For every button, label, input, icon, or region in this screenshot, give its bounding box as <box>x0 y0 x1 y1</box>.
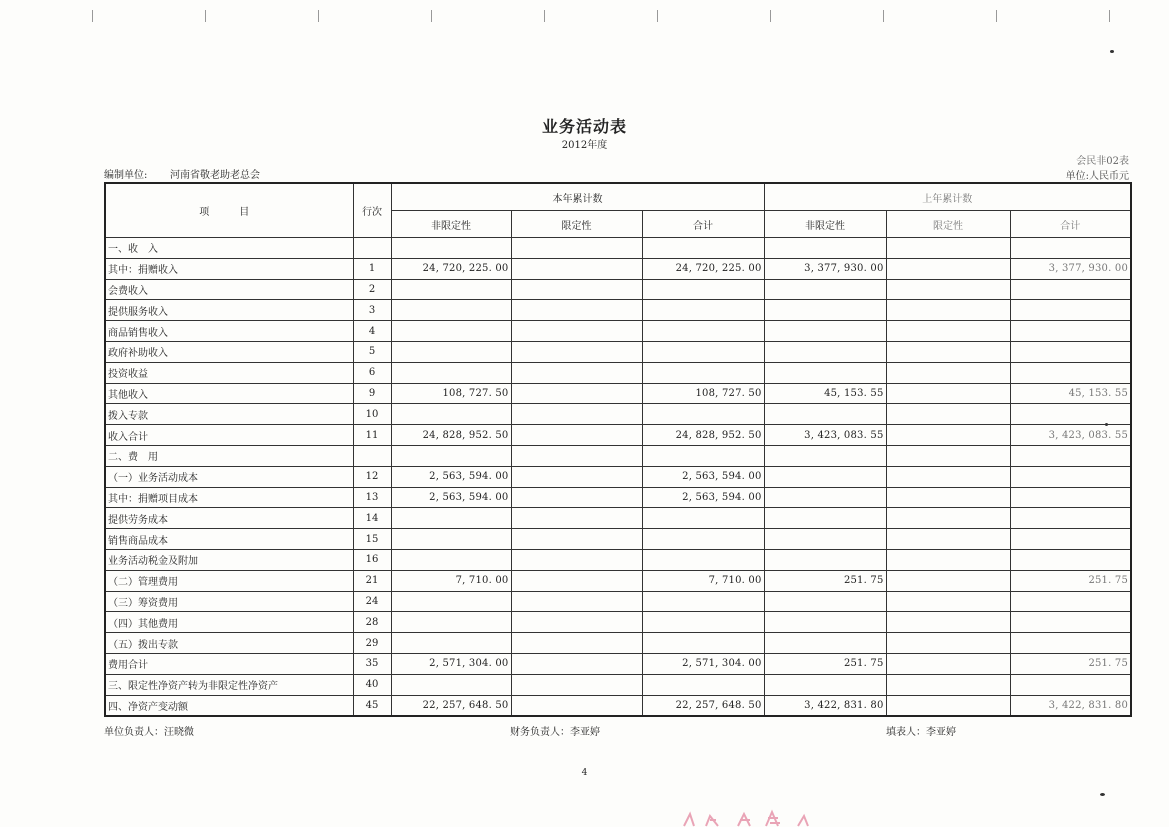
cell-current-total <box>642 341 764 362</box>
cell-current-restricted <box>511 341 642 362</box>
currency-unit: 单位:人民币元 <box>1065 171 1129 182</box>
cell-current-total: 22, 257, 648. 50 <box>642 695 764 716</box>
cell-current-restricted <box>511 404 642 425</box>
cell-current-restricted <box>511 508 642 529</box>
header-item: 项 目 <box>105 183 353 238</box>
cell-prior-unrestricted <box>764 549 886 570</box>
cell-current-restricted <box>511 383 642 404</box>
cell-prior-total <box>1010 508 1131 529</box>
cell-prior-total <box>1010 300 1131 321</box>
cell-prior-restricted <box>886 238 1010 259</box>
cell-current-restricted <box>511 549 642 570</box>
row-label: 其中：捐赠收入 <box>105 258 353 279</box>
header-current-unrestricted: 非限定性 <box>391 211 511 238</box>
header-prior-unrestricted: 非限定性 <box>764 211 886 238</box>
row-line-number: 12 <box>353 466 391 487</box>
seal-fragment-icon <box>680 808 810 827</box>
row-label: 费用合计 <box>105 653 353 674</box>
cell-current-unrestricted: 24, 828, 952. 50 <box>391 425 511 446</box>
row-line-number: 1 <box>353 258 391 279</box>
cell-current-total: 24, 720, 225. 00 <box>642 258 764 279</box>
cell-prior-total: 3, 423, 083. 55 <box>1010 425 1131 446</box>
row-line-number: 2 <box>353 279 391 300</box>
row-line-number: 13 <box>353 487 391 508</box>
cell-current-restricted <box>511 591 642 612</box>
row-line-number: 16 <box>353 549 391 570</box>
cell-current-total: 108, 727. 50 <box>642 383 764 404</box>
cell-current-unrestricted: 7, 710. 00 <box>391 570 511 591</box>
cell-prior-restricted <box>886 383 1010 404</box>
cell-current-unrestricted <box>391 238 511 259</box>
cell-prior-total <box>1010 612 1131 633</box>
cell-current-total <box>642 633 764 654</box>
cell-current-restricted <box>511 362 642 383</box>
cell-current-unrestricted <box>391 508 511 529</box>
row-label: 三、限定性净资产转为非限定性净资产 <box>105 674 353 695</box>
row-line-number: 10 <box>353 404 391 425</box>
cell-prior-unrestricted <box>764 487 886 508</box>
table-row <box>105 674 1131 695</box>
cell-prior-total <box>1010 279 1131 300</box>
cell-prior-total <box>1010 362 1131 383</box>
table-row <box>105 279 1131 300</box>
row-line-number: 29 <box>353 633 391 654</box>
scan-speck <box>1100 793 1105 796</box>
cell-current-total: 2, 571, 304. 00 <box>642 653 764 674</box>
cell-current-unrestricted: 2, 563, 594. 00 <box>391 466 511 487</box>
cell-current-restricted <box>511 300 642 321</box>
table-row <box>105 633 1131 654</box>
cell-prior-unrestricted: 3, 377, 930. 00 <box>764 258 886 279</box>
cell-prior-total <box>1010 529 1131 550</box>
row-line-number: 21 <box>353 570 391 591</box>
row-line-number: 14 <box>353 508 391 529</box>
cell-prior-total: 251. 75 <box>1010 653 1131 674</box>
row-line-number <box>353 445 391 466</box>
cell-current-unrestricted: 2, 571, 304. 00 <box>391 653 511 674</box>
row-line-number: 6 <box>353 362 391 383</box>
cell-prior-total <box>1010 674 1131 695</box>
table-body <box>105 238 1131 717</box>
table-row <box>105 529 1131 550</box>
org-label: 编制单位: <box>104 170 148 181</box>
cell-current-unrestricted: 24, 720, 225. 00 <box>391 258 511 279</box>
cell-prior-total: 3, 377, 930. 00 <box>1010 258 1131 279</box>
cell-current-unrestricted <box>391 404 511 425</box>
row-line-number: 9 <box>353 383 391 404</box>
footer-finance-head: 财务负责人：李亚婷 <box>510 727 600 738</box>
header-current-total: 合计 <box>642 211 764 238</box>
cell-prior-unrestricted <box>764 279 886 300</box>
cell-current-unrestricted: 108, 727. 50 <box>391 383 511 404</box>
table-row <box>105 238 1131 259</box>
cell-prior-total <box>1010 321 1131 342</box>
cell-current-unrestricted: 2, 563, 594. 00 <box>391 487 511 508</box>
cell-prior-restricted <box>886 300 1010 321</box>
report-year: 2012年度 <box>561 140 608 151</box>
row-label: （一）业务活动成本 <box>105 466 353 487</box>
footer-unit-head: 单位负责人：汪晓微 <box>104 727 194 738</box>
cell-prior-restricted <box>886 404 1010 425</box>
cell-current-restricted <box>511 279 642 300</box>
cell-prior-total <box>1010 466 1131 487</box>
cell-current-total <box>642 591 764 612</box>
header-current-year: 本年累计数 <box>391 183 764 211</box>
cell-prior-restricted <box>886 362 1010 383</box>
table-row <box>105 487 1131 508</box>
cell-prior-restricted <box>886 653 1010 674</box>
row-line-number: 15 <box>353 529 391 550</box>
cell-prior-total <box>1010 404 1131 425</box>
cell-current-restricted <box>511 653 642 674</box>
cell-current-unrestricted <box>391 529 511 550</box>
cell-current-total: 24, 828, 952. 50 <box>642 425 764 446</box>
cell-prior-unrestricted: 251. 75 <box>764 653 886 674</box>
cell-prior-total <box>1010 549 1131 570</box>
cell-current-restricted <box>511 570 642 591</box>
cell-prior-restricted <box>886 258 1010 279</box>
row-label: 提供服务收入 <box>105 300 353 321</box>
row-label: 四、净资产变动额 <box>105 695 353 716</box>
cell-current-restricted <box>511 674 642 695</box>
table-row <box>105 404 1131 425</box>
form-code: 会民非02表 <box>1076 156 1129 167</box>
cell-current-unrestricted <box>391 321 511 342</box>
scan-speck <box>1110 50 1114 53</box>
cell-prior-total <box>1010 445 1131 466</box>
row-line-number: 45 <box>353 695 391 716</box>
cell-current-total <box>642 508 764 529</box>
cell-prior-restricted <box>886 570 1010 591</box>
cell-current-total <box>642 549 764 570</box>
row-line-number: 5 <box>353 341 391 362</box>
cell-prior-restricted <box>886 695 1010 716</box>
cell-prior-unrestricted: 45, 153. 55 <box>764 383 886 404</box>
cell-prior-total: 3, 422, 831. 80 <box>1010 695 1131 716</box>
cell-prior-unrestricted <box>764 508 886 529</box>
cell-current-unrestricted <box>391 279 511 300</box>
row-label: 收入合计 <box>105 425 353 446</box>
cell-prior-restricted <box>886 529 1010 550</box>
row-label: 投资收益 <box>105 362 353 383</box>
row-label: 一、收 入 <box>105 238 353 259</box>
cell-current-unrestricted <box>391 300 511 321</box>
row-label: 会费收入 <box>105 279 353 300</box>
cell-prior-restricted <box>886 487 1010 508</box>
cell-prior-unrestricted: 3, 423, 083. 55 <box>764 425 886 446</box>
cell-prior-unrestricted <box>764 321 886 342</box>
row-label: （三）筹资费用 <box>105 591 353 612</box>
header-prior-restricted: 限定性 <box>886 211 1010 238</box>
table-row <box>105 653 1131 674</box>
row-label: 政府补助收入 <box>105 341 353 362</box>
cell-prior-restricted <box>886 341 1010 362</box>
cell-prior-unrestricted <box>764 674 886 695</box>
cell-current-restricted <box>511 695 642 716</box>
cell-current-restricted <box>511 612 642 633</box>
row-label: 二、费 用 <box>105 445 353 466</box>
cell-prior-unrestricted <box>764 633 886 654</box>
footer-preparer: 填表人：李亚婷 <box>886 727 956 738</box>
cell-prior-unrestricted <box>764 341 886 362</box>
header-prior-total: 合计 <box>1010 211 1131 238</box>
cell-prior-unrestricted <box>764 612 886 633</box>
cell-prior-restricted <box>886 508 1010 529</box>
cell-current-unrestricted <box>391 633 511 654</box>
cell-current-total: 7, 710. 00 <box>642 570 764 591</box>
cell-prior-unrestricted <box>764 404 886 425</box>
row-line-number: 11 <box>353 425 391 446</box>
cell-prior-unrestricted <box>764 466 886 487</box>
table-row <box>105 466 1131 487</box>
row-line-number: 40 <box>353 674 391 695</box>
cell-current-total: 2, 563, 594. 00 <box>642 487 764 508</box>
cell-prior-restricted <box>886 466 1010 487</box>
cell-current-unrestricted <box>391 612 511 633</box>
cell-prior-restricted <box>886 279 1010 300</box>
cell-prior-unrestricted <box>764 445 886 466</box>
cell-prior-unrestricted <box>764 362 886 383</box>
cell-prior-restricted <box>886 591 1010 612</box>
cell-prior-unrestricted <box>764 300 886 321</box>
table-row <box>105 508 1131 529</box>
row-line-number: 35 <box>353 653 391 674</box>
table-row <box>105 341 1131 362</box>
row-label: 其他收入 <box>105 383 353 404</box>
row-label: 业务活动税金及附加 <box>105 549 353 570</box>
cell-prior-total <box>1010 633 1131 654</box>
page-number: 4 <box>581 768 588 778</box>
cell-prior-total <box>1010 341 1131 362</box>
header-line: 行次 <box>353 183 391 238</box>
cell-prior-restricted <box>886 321 1010 342</box>
row-label: 销售商品成本 <box>105 529 353 550</box>
cell-current-restricted <box>511 425 642 446</box>
row-line-number: 3 <box>353 300 391 321</box>
table-row <box>105 591 1131 612</box>
cell-prior-unrestricted: 251. 75 <box>764 570 886 591</box>
table-row <box>105 425 1131 446</box>
table-row <box>105 612 1131 633</box>
cell-current-unrestricted <box>391 445 511 466</box>
table-row <box>105 445 1131 466</box>
cell-current-unrestricted <box>391 674 511 695</box>
cell-current-total <box>642 445 764 466</box>
cell-current-restricted <box>511 445 642 466</box>
cell-current-restricted <box>511 529 642 550</box>
row-label: 商品销售收入 <box>105 321 353 342</box>
activity-table <box>104 182 1132 717</box>
row-line-number: 28 <box>353 612 391 633</box>
cell-prior-restricted <box>886 612 1010 633</box>
cell-prior-total <box>1010 591 1131 612</box>
row-label: 提供劳务成本 <box>105 508 353 529</box>
cell-current-unrestricted <box>391 341 511 362</box>
cell-prior-total: 251. 75 <box>1010 570 1131 591</box>
table-row <box>105 570 1131 591</box>
table-row <box>105 383 1131 404</box>
row-line-number <box>353 238 391 259</box>
row-label: （二）管理费用 <box>105 570 353 591</box>
cell-current-restricted <box>511 258 642 279</box>
row-line-number: 24 <box>353 591 391 612</box>
cell-prior-unrestricted <box>764 238 886 259</box>
cell-current-unrestricted <box>391 591 511 612</box>
row-label: （四）其他费用 <box>105 612 353 633</box>
cell-current-total <box>642 404 764 425</box>
cell-current-restricted <box>511 487 642 508</box>
table-row <box>105 300 1131 321</box>
cell-current-total <box>642 238 764 259</box>
report-title: 业务活动表 <box>541 117 627 136</box>
cell-current-total <box>642 279 764 300</box>
cell-prior-unrestricted <box>764 591 886 612</box>
org-name: 河南省敬老助老总会 <box>170 170 260 181</box>
cell-current-total <box>642 321 764 342</box>
cell-current-total <box>642 362 764 383</box>
table-row <box>105 549 1131 570</box>
row-line-number: 4 <box>353 321 391 342</box>
table-row <box>105 258 1131 279</box>
cell-current-total <box>642 300 764 321</box>
table-row <box>105 362 1131 383</box>
cell-prior-total <box>1010 238 1131 259</box>
cell-prior-total: 45, 153. 55 <box>1010 383 1131 404</box>
cell-current-total <box>642 612 764 633</box>
cell-current-total: 2, 563, 594. 00 <box>642 466 764 487</box>
header-current-restricted: 限定性 <box>511 211 642 238</box>
cell-prior-unrestricted: 3, 422, 831. 80 <box>764 695 886 716</box>
cell-current-total <box>642 674 764 695</box>
scan-speck <box>1105 423 1108 426</box>
cell-current-unrestricted: 22, 257, 648. 50 <box>391 695 511 716</box>
cell-prior-restricted <box>886 445 1010 466</box>
header-prior-year: 上年累计数 <box>764 183 1131 211</box>
cell-prior-total <box>1010 487 1131 508</box>
cell-current-restricted <box>511 466 642 487</box>
cell-prior-restricted <box>886 674 1010 695</box>
cell-current-total <box>642 529 764 550</box>
cell-current-unrestricted <box>391 362 511 383</box>
cell-current-restricted <box>511 633 642 654</box>
row-label: 其中：捐赠项目成本 <box>105 487 353 508</box>
table-row <box>105 321 1131 342</box>
cell-current-restricted <box>511 238 642 259</box>
cell-prior-restricted <box>886 633 1010 654</box>
table-row <box>105 695 1131 716</box>
cell-current-restricted <box>511 321 642 342</box>
row-label: （五）拨出专款 <box>105 633 353 654</box>
cell-prior-restricted <box>886 549 1010 570</box>
header-row-group <box>105 183 1131 211</box>
cell-current-unrestricted <box>391 549 511 570</box>
row-label: 拨入专款 <box>105 404 353 425</box>
cell-prior-restricted <box>886 425 1010 446</box>
cell-prior-unrestricted <box>764 529 886 550</box>
